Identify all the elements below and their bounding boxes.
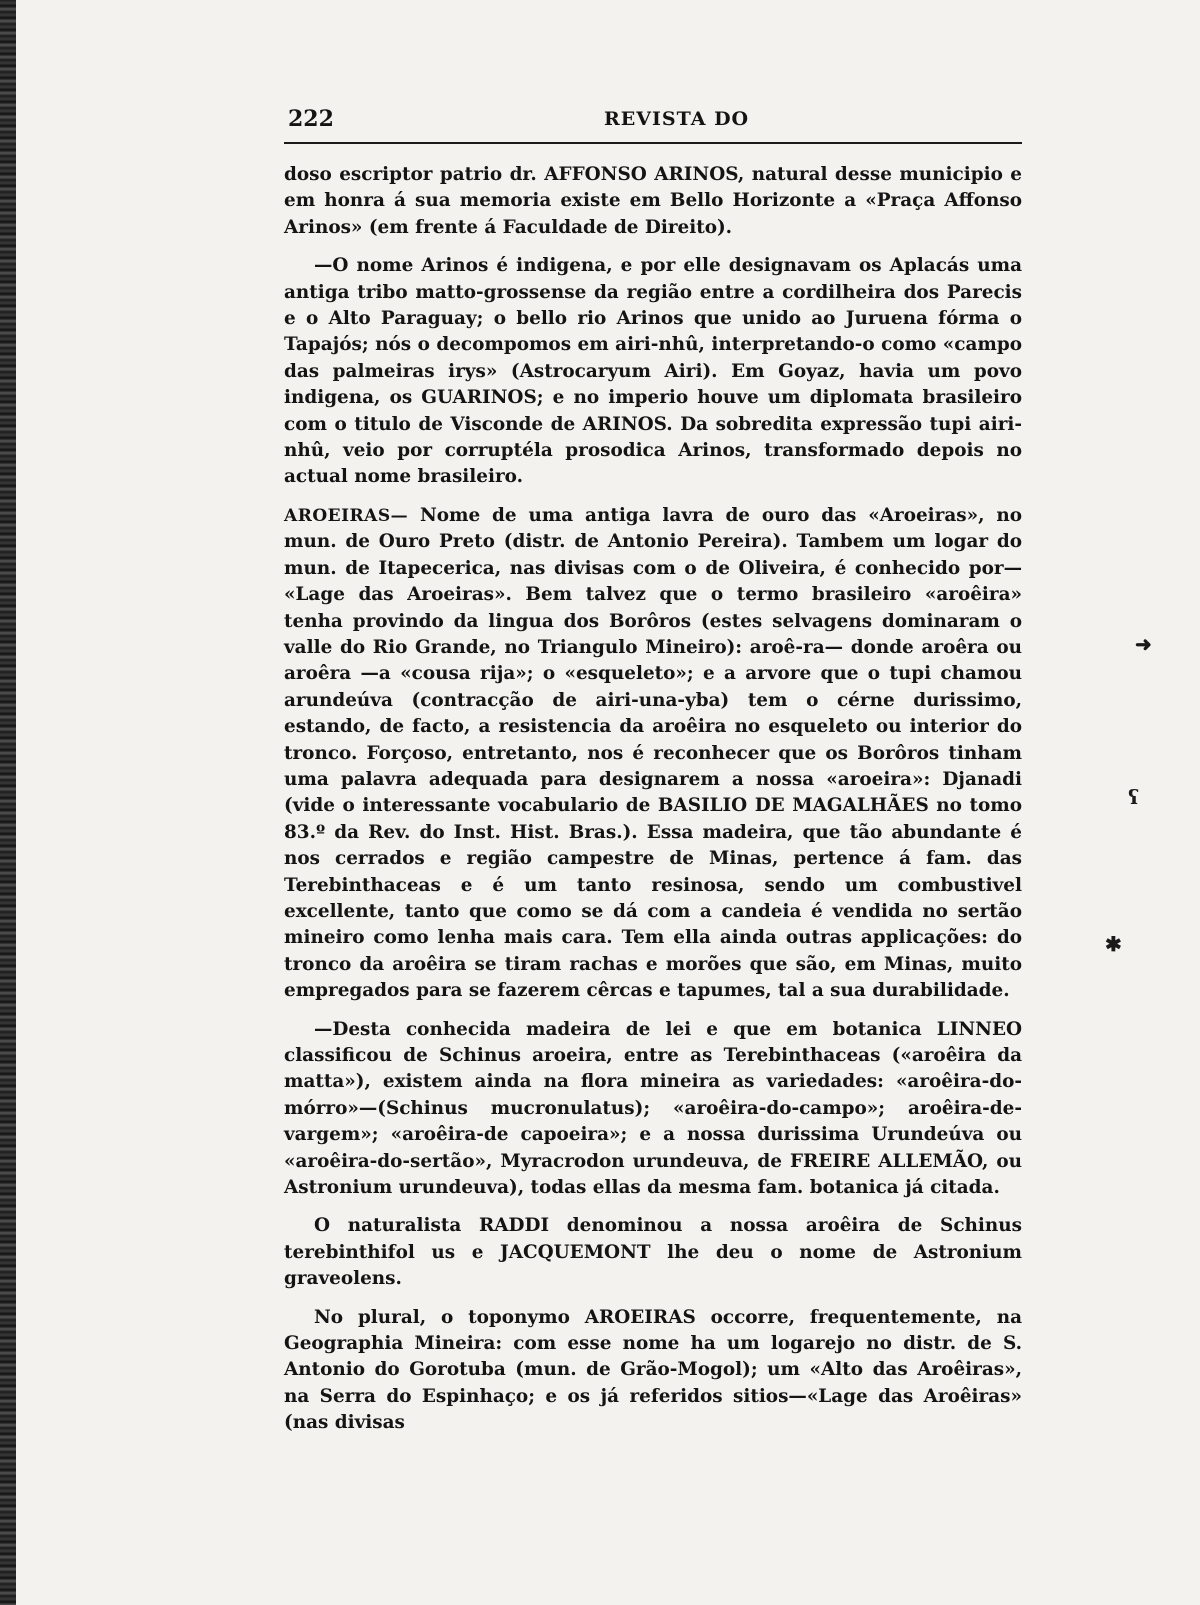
- paragraph-raddi: [284, 1213, 1022, 1292]
- page: [284, 96, 1022, 1449]
- margin-ink-mark: ✱: [1105, 932, 1122, 956]
- margin-hook-mark: ʕ: [1128, 785, 1140, 809]
- paragraph-text: No plural, o toponymo AROEIRAS occorre, frequentemente, na Geographia Mineira: com esse nome ha um logarejo no distr. de S. Antonio do Gorotuba (mun. de Grão-Mogol); um «Alto das Aroêiras», na Serra do Espinhaço; e os já referidos sitios—«Lage das Aroêiras» (nas divisas: [284, 1306, 1022, 1434]
- page-number: 222: [288, 106, 334, 132]
- paragraph-text: doso escriptor patrio dr. AFFONSO ARINOS, natural desse municipio e em honra á sua memoria existe em Bello Horizonte a «Praça Affonso Arinos» (em frente á Faculdade de Direito).: [284, 164, 1022, 238]
- entry-aroeiras: [284, 503, 1022, 1005]
- running-title: REVISTA DO: [604, 108, 750, 130]
- paragraph-text: —O nome Arinos é indigena, e por elle designavam os Aplacás uma antiga tribo matto-grossense da região entre a cordilheira dos Parecis e o Alto Paraguay; o bello rio Arinos que unido ao Juruena fórma o Tapajós; nós o decompomos em airi-nhû, interpretando-o como «campo das palmeiras irys» (Astrocaryum Airi). Em Goyaz, havia um povo indigena, os GUARINOS; e no imperio houve um diplomata brasileiro com o titulo de Visconde de ARINOS. Da sobredita expressão tupi airi-nhû, veio por corruptéla prosodica Arinos, transformado depois no actual nome brasileiro.: [284, 255, 1022, 488]
- margin-arrow-mark: ➜: [1135, 632, 1152, 656]
- paragraph-text: —Desta conhecida madeira de lei e que em botanica LINNEO classificou de Schinus aroeira, entre as Terebinthaceas («aroêira da matta»), existem ainda na flora mineira as variedades: «aroêira-do-mórro»—(Schinus mucronulatus); «aroêira-do-campo»; aroêira-de-vargem»; «aroêira-de capoeira»; e a nossa durissima Urundeúva ou «aroêira-do-sertão», Myracrodon urundeuva, de FREIRE ALLEMÃO, ou Astronium urundeuva), todas ellas da mesma fam. botanica já citada.: [284, 1018, 1022, 1199]
- page-binding-edge: [0, 0, 16, 1605]
- paragraph-arinos-continued: [284, 162, 1022, 241]
- running-head: [284, 96, 1022, 130]
- entry-headword: AROEIRAS—: [284, 505, 409, 526]
- paragraph-text: Nome de uma antiga lavra de ouro das «Aroeiras», no mun. de Ouro Preto (distr. de Antonio Pereira). Tambem um logar do mun. de Itapecerica, nas divisas com o de Oliveira, é conhecido por— «Lage das Aroeiras». Bem talvez que o termo brasileiro «aroêira» tenha provindo da lingua dos Borôros (estes selvagens dominaram o valle do Rio Grande, no Triangulo Mineiro): aroê-ra— donde aroêra ou aroêra —a «cousa rija»; o «esqueleto»; e a arvore que o tupi chamou arundeúva (contracção de airi-una-yba) tem o cérne durissimo, estando, de facto, a resistencia da aroêira no esqueleto ou interior do tronco. Forçoso, entretanto, nos é reconhecer que os Borôros tinham uma palavra adequada para designarem a nossa «aroeira»: Djanadi (vide o interessante vocabulario de BASILIO DE MAGALHÃES no tomo 83.º da Rev. do Inst. Hist. Bras.). Essa madeira, que tão abundante é nos cerrados e região campestre de Minas, pertence á fam. das Terebinthaceas e é um tanto resinosa, sendo um combustivel excellente, tanto que como se dá com a candeia é vendida no sertão mineiro como lenha mais cara. Tem ella ainda outras applicações: do tronco da aroêira se tiram rachas e morões que são, em Minas, muito empregados para se fazerem cêrcas e tapumes, tal a sua durabilidade.: [284, 504, 1022, 1002]
- paragraph-toponym-plural: [284, 1305, 1022, 1437]
- paragraph-aroeira-varieties: [284, 1017, 1022, 1202]
- header-rule: [284, 142, 1022, 144]
- paragraph-text: O naturalista RADDI denominou a nossa aroêira de Schinus terebinthifol us e JACQUEMONT lhe deu o nome de Astronium graveolens.: [284, 1215, 1022, 1290]
- paragraph-arinos-etymology: [284, 253, 1022, 491]
